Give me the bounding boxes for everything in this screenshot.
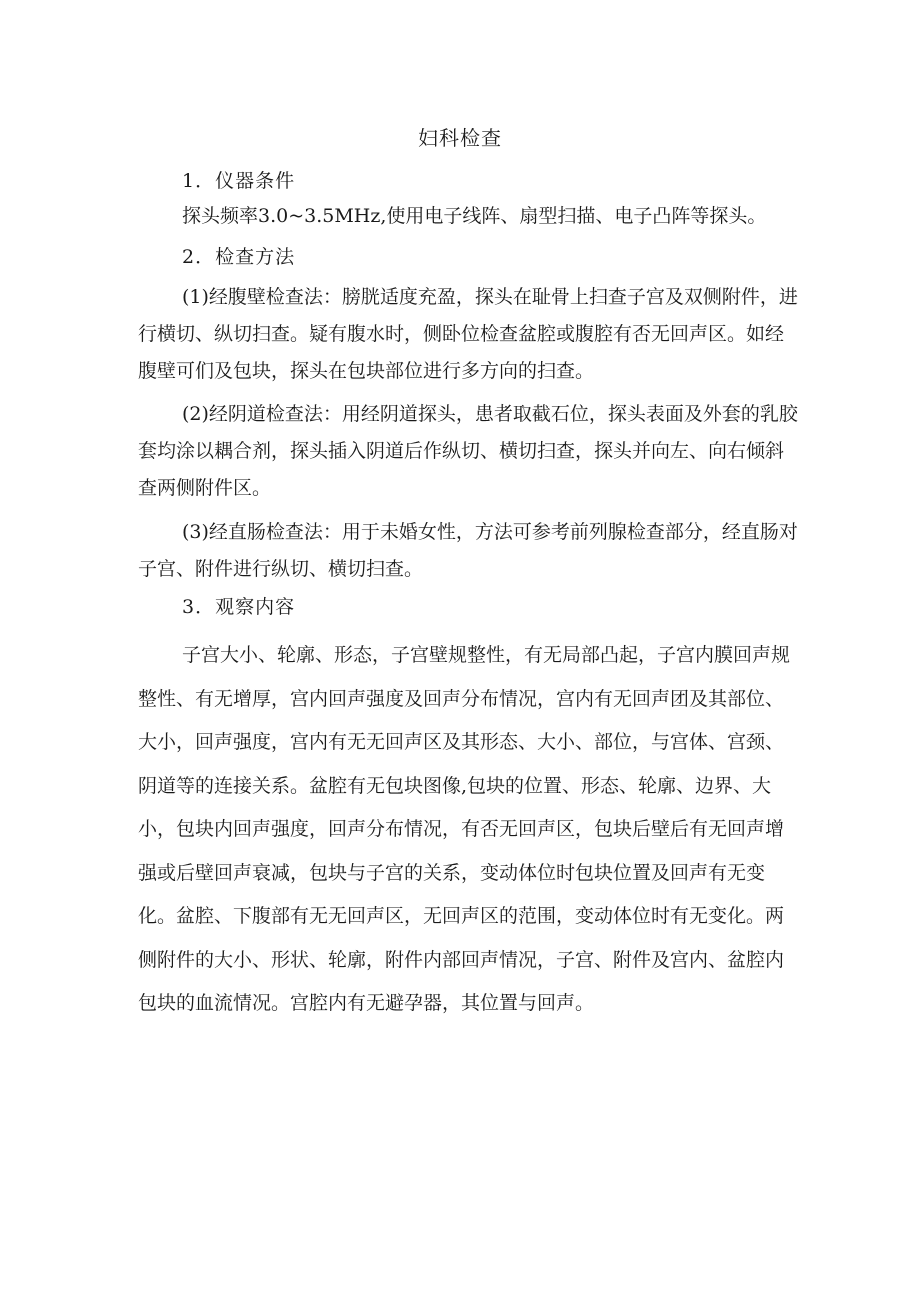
section-heading-observation: 3．观察内容 bbox=[182, 596, 296, 618]
document-title: 妇科检查 bbox=[418, 126, 502, 150]
paragraph-method-rectal: (3)经直肠检查法：用于未婚女性，方法可参考前列腺检查部分，经直肠对子宫、附件进行纵切、横切扫查。 bbox=[138, 521, 798, 580]
paragraph-observation: 子宫大小、轮廓、形态，子宫壁规整性，有无局部凸起，子宫内膜回声规整性、有无增厚，宫内回声强度及回声分布情况，宫内有无回声团及其部位、大小，回声强度，宫内有无无回声区及其形态、大小、部位，与宫体、宫颈、阴道等的连接关系。盆腔有无包块图像,包块的位置、形态、轮廓、边界、大小，包块内回声强度，回声分布情况，有否无回声区，包块后壁后有无回声增强或后壁回声衰减，包块与子宫的关系，变动体位时包块位置及回声有无变化。盆腔、下腹部有无无回声区，无回声区的范围，变动体位时有无变化。两侧附件的大小、形状、轮廓，附件内部回声情况，子宫、附件及宫内、盆腔内包块的血流情况。宫腔内有无避孕器，其位置与回声。 bbox=[138, 644, 791, 1014]
section-heading-methods: 2．检查方法 bbox=[182, 246, 296, 268]
paragraph-instrument: 探头频率3.0~3.5MHz,使用电子线阵、扇型扫描、电子凸阵等探头。 bbox=[182, 205, 767, 227]
paragraph-method-abdominal: (1)经腹壁检查法：膀胱适度充盈，探头在耻骨上扫查子宫及双侧附件，进行横切、纵切扫查。疑有腹水时，侧卧位检查盆腔或腹腔有否无回声区。如经腹壁可们及包块，探头在包块部位进行多方向的扫查。 bbox=[138, 286, 798, 382]
paragraph-method-vaginal: (2)经阴道检查法：用经阴道探头，患者取截石位，探头表面及外套的乳胶套均涂以耦合剂，探头插入阴道后作纵切、横切扫查，探头并向左、向右倾斜查两侧附件区。 bbox=[138, 403, 798, 499]
section-heading-instrument: 1．仪器条件 bbox=[182, 170, 296, 192]
